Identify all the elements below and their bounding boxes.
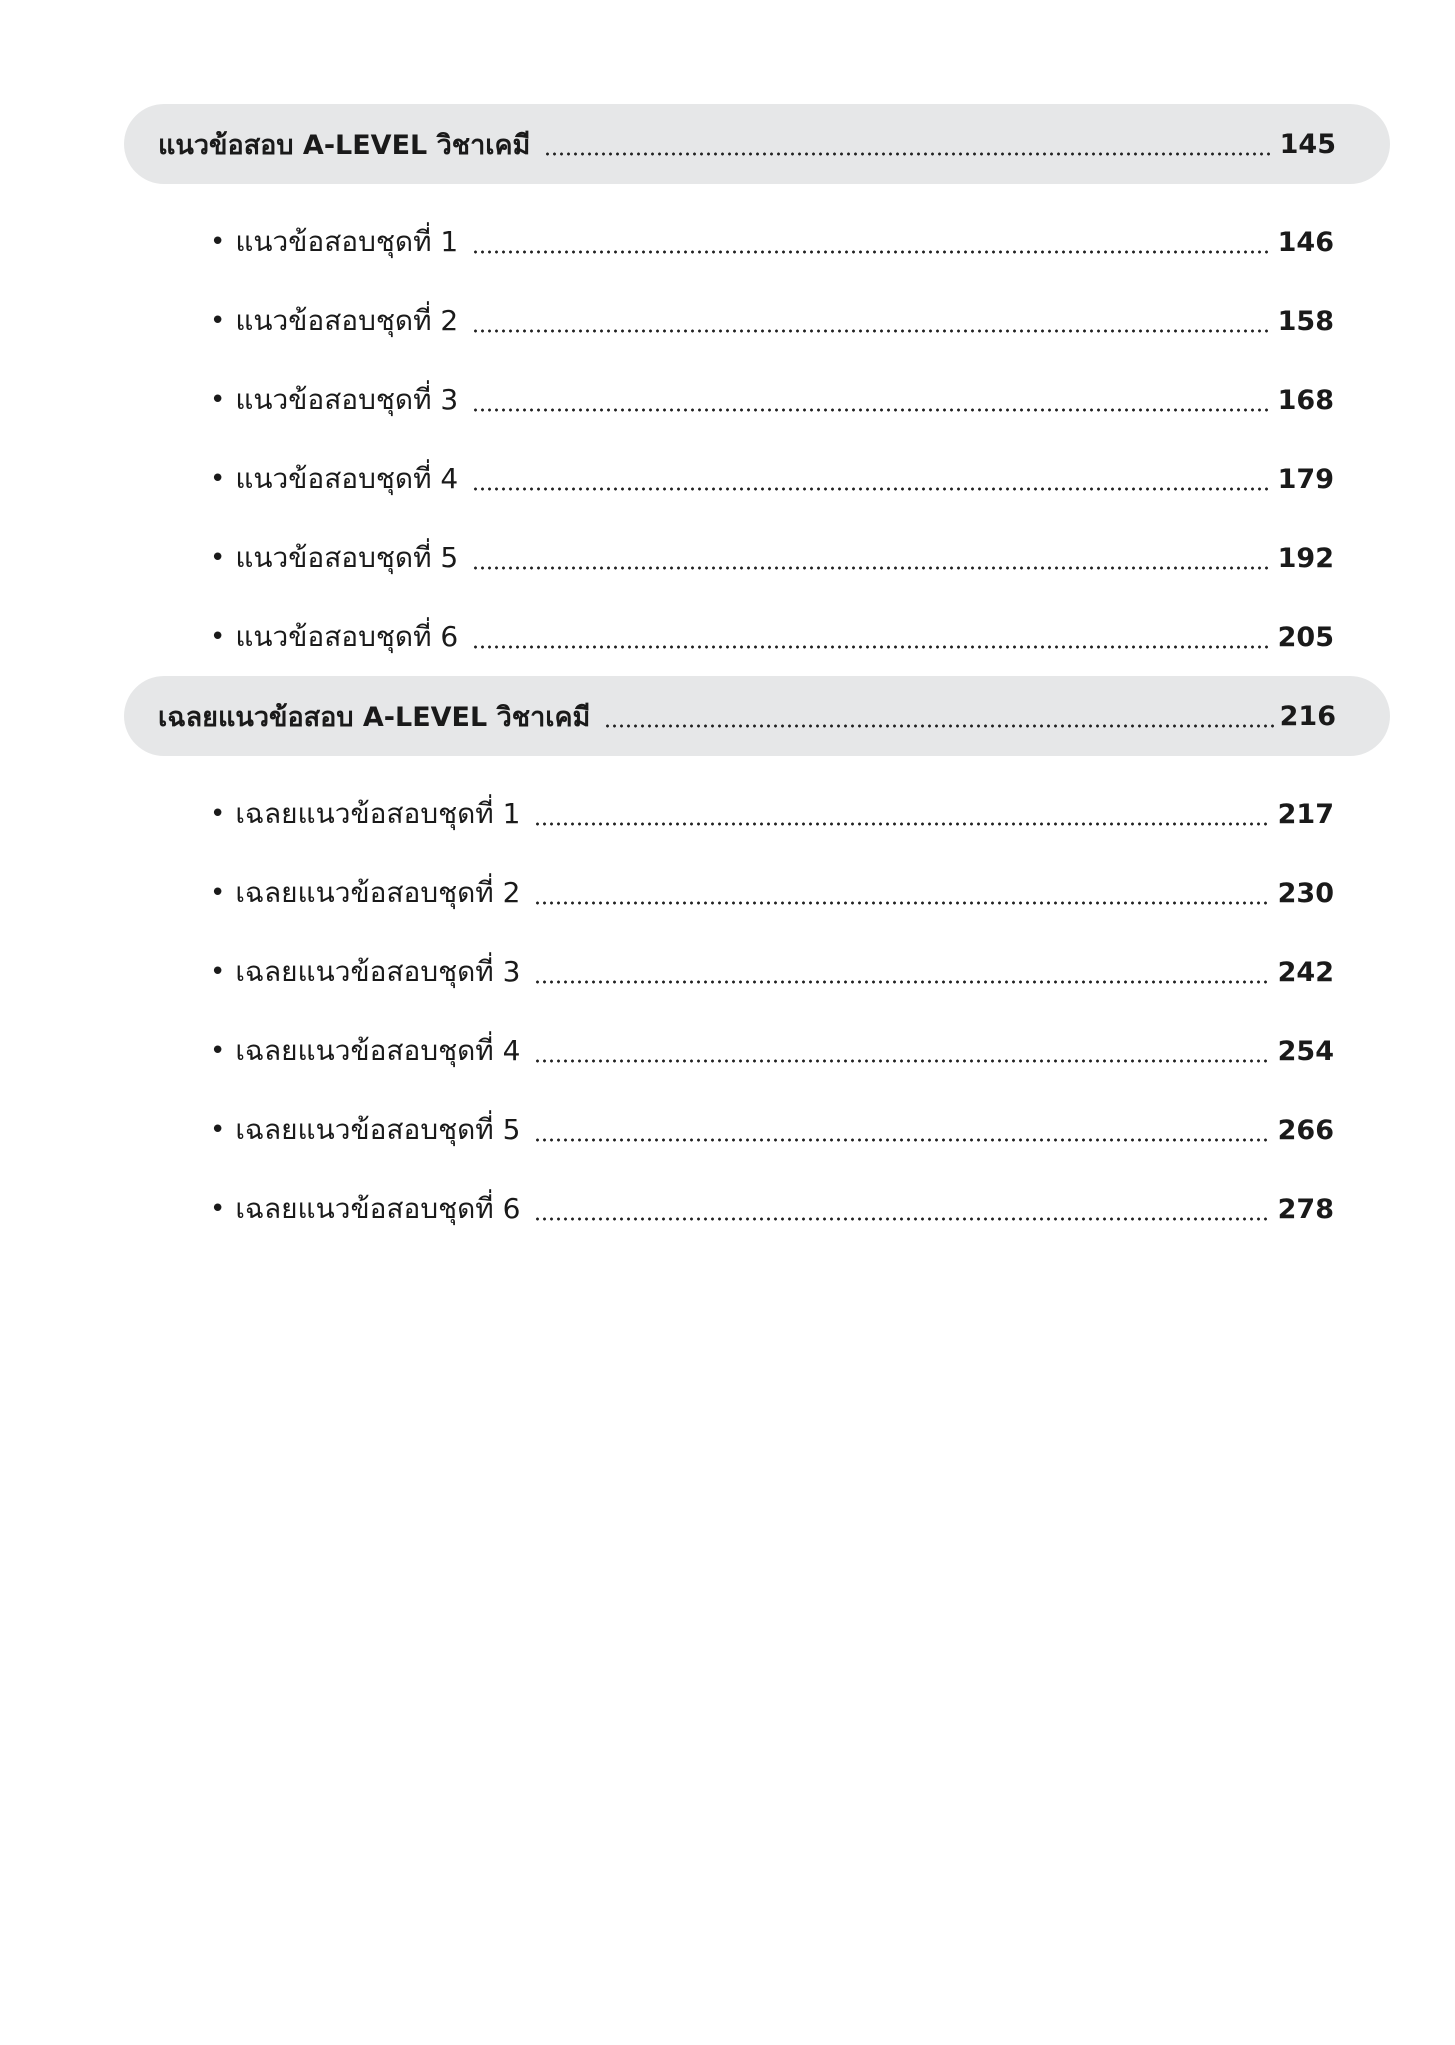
section-title: แนวข้อสอบ A-LEVEL วิชาเคมี [158, 129, 531, 161]
entry-title: เฉลยแนวข้อสอบชุดที่ 5 [235, 1113, 521, 1146]
entry-page-number: 168 [1277, 384, 1334, 416]
dot-leader [544, 152, 1273, 156]
entry-page-number: 205 [1277, 621, 1334, 653]
toc-entry[interactable] [210, 868, 1334, 918]
bullet-icon: • [210, 1194, 226, 1224]
toc-section-header[interactable] [124, 104, 1390, 184]
entry-page-number: 266 [1277, 1114, 1334, 1146]
bullet-icon: • [210, 878, 226, 908]
toc-entry[interactable] [210, 217, 1334, 267]
dot-leader [534, 901, 1269, 905]
entry-page-number: 230 [1277, 877, 1334, 909]
entry-title: แนวข้อสอบชุดที่ 5 [235, 541, 459, 574]
dot-leader [534, 822, 1269, 826]
entry-title: เฉลยแนวข้อสอบชุดที่ 6 [235, 1192, 521, 1225]
entry-title: เฉลยแนวข้อสอบชุดที่ 2 [235, 876, 521, 909]
entry-title: แนวข้อสอบชุดที่ 3 [235, 383, 459, 416]
dot-leader [472, 645, 1269, 649]
dot-leader [604, 724, 1273, 728]
entry-title: เฉลยแนวข้อสอบชุดที่ 4 [235, 1034, 521, 1067]
toc-entry[interactable] [210, 947, 1334, 997]
dot-leader [472, 329, 1269, 333]
bullet-icon: • [210, 799, 226, 829]
dot-leader [534, 1059, 1269, 1063]
toc-section-header[interactable] [124, 676, 1390, 756]
entry-page-number: 242 [1277, 956, 1334, 988]
entry-page-number: 278 [1277, 1193, 1334, 1225]
bullet-icon: • [210, 464, 226, 494]
entry-title: แนวข้อสอบชุดที่ 1 [235, 225, 459, 258]
dot-leader [472, 250, 1269, 254]
section-page-number: 216 [1279, 700, 1336, 732]
entry-page-number: 192 [1277, 542, 1334, 574]
toc-entry[interactable] [210, 1026, 1334, 1076]
toc-entry[interactable] [210, 789, 1334, 839]
toc-entry[interactable] [210, 296, 1334, 346]
entry-title: แนวข้อสอบชุดที่ 2 [235, 304, 459, 337]
section-page-number: 145 [1279, 128, 1336, 160]
bullet-icon: • [210, 385, 226, 415]
bullet-icon: • [210, 957, 226, 987]
entry-page-number: 217 [1277, 798, 1334, 830]
toc-entry[interactable] [210, 533, 1334, 583]
bullet-icon: • [210, 543, 226, 573]
entry-page-number: 254 [1277, 1035, 1334, 1067]
toc-entry[interactable] [210, 375, 1334, 425]
toc-entry[interactable] [210, 1105, 1334, 1155]
toc-entry[interactable] [210, 612, 1334, 662]
dot-leader [472, 408, 1269, 412]
bullet-icon: • [210, 306, 226, 336]
toc-entry[interactable] [210, 1184, 1334, 1234]
entry-title: แนวข้อสอบชุดที่ 4 [235, 462, 459, 495]
entry-title: แนวข้อสอบชุดที่ 6 [235, 620, 459, 653]
dot-leader [534, 1217, 1269, 1221]
bullet-icon: • [210, 227, 226, 257]
entry-title: เฉลยแนวข้อสอบชุดที่ 3 [235, 955, 521, 988]
dot-leader [534, 980, 1269, 984]
bullet-icon: • [210, 622, 226, 652]
entry-page-number: 179 [1277, 463, 1334, 495]
dot-leader [472, 566, 1269, 570]
dot-leader [472, 487, 1269, 491]
section-title: เฉลยแนวข้อสอบ A-LEVEL วิชาเคมี [158, 701, 591, 733]
entry-page-number: 158 [1277, 305, 1334, 337]
toc-entry[interactable] [210, 454, 1334, 504]
bullet-icon: • [210, 1036, 226, 1066]
dot-leader [534, 1138, 1269, 1142]
bullet-icon: • [210, 1115, 226, 1145]
entry-title: เฉลยแนวข้อสอบชุดที่ 1 [235, 797, 521, 830]
entry-page-number: 146 [1277, 226, 1334, 258]
